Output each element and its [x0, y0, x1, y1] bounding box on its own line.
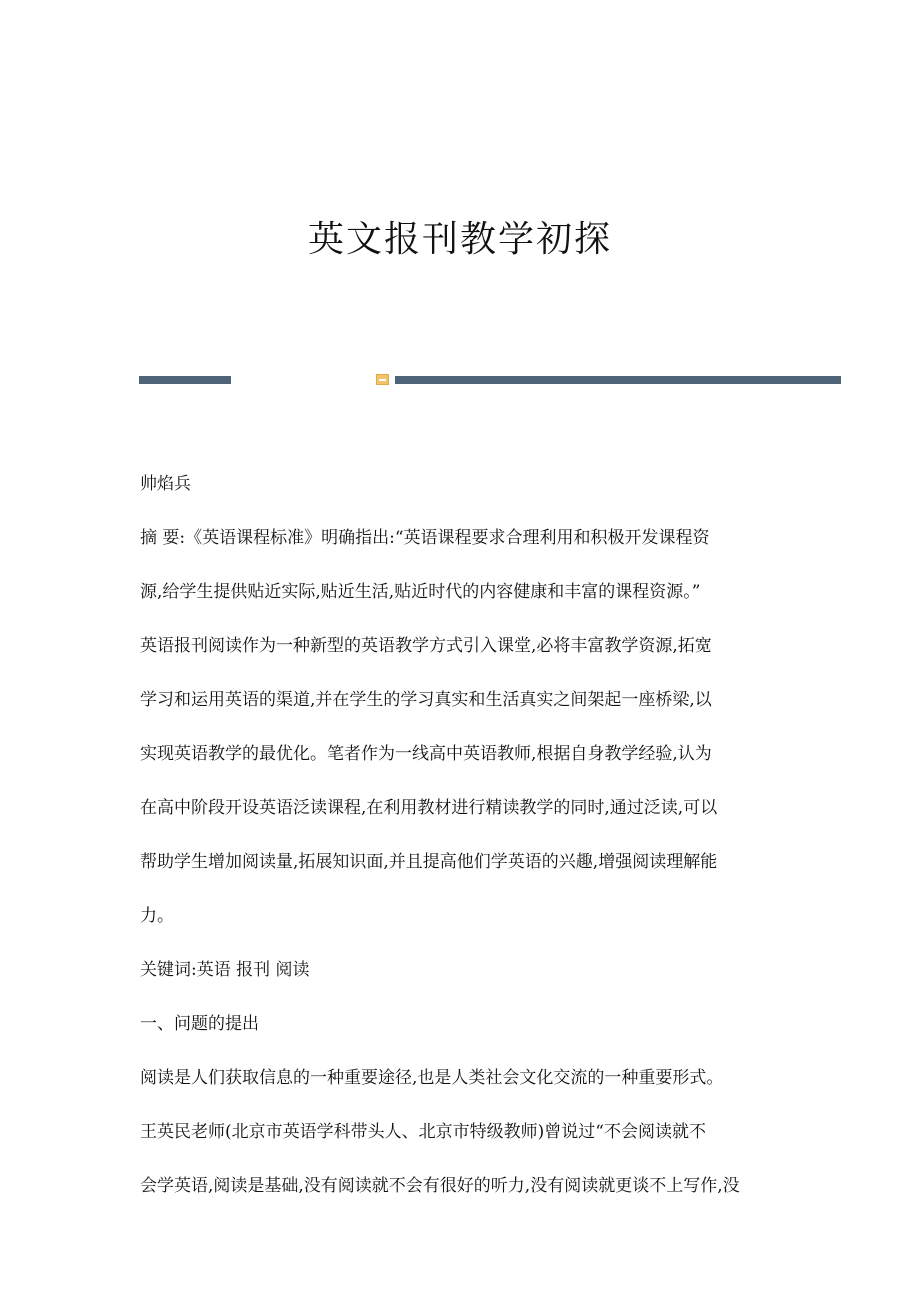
abstract-line: 力。 — [140, 906, 174, 926]
body-paragraph — [140, 1060, 820, 1204]
abstract-line: 实现英语教学的最优化。笔者作为一线高中英语教师,根据自身教学经验,认为 — [140, 744, 712, 764]
abstract-line: 学习和运用英语的渠道,并在学生的学习真实和生活真实之间架起一座桥梁,以 — [140, 690, 712, 710]
abstract-line: 摘 要:《英语课程标准》明确指出:“英语课程要求合理利用和积极开发课程资 — [140, 528, 710, 548]
divider-bar-left — [139, 376, 231, 384]
section-heading: 一、问题的提出 — [140, 1014, 259, 1034]
abstract — [140, 520, 820, 934]
body-line: 会学英语,阅读是基础,没有阅读就不会有很好的听力,没有阅读就更谈不上写作,没 — [140, 1176, 740, 1196]
abstract-line: 在高中阶段开设英语泛读课程,在利用教材进行精读教学的同时,通过泛读,可以 — [140, 798, 718, 818]
keywords: 关键词:英语 报刊 阅读 — [140, 960, 310, 980]
page-title: 英文报刊教学初探 — [307, 219, 612, 260]
document-body — [140, 466, 820, 1204]
body-line: 阅读是人们获取信息的一种重要途径,也是人类社会文化交流的一种重要形式。 — [140, 1068, 724, 1088]
abstract-line: 英语报刊阅读作为一种新型的英语教学方式引入课堂,必将丰富教学资源,拓宽 — [140, 636, 712, 656]
author-name: 帅焰兵 — [140, 474, 191, 494]
divider-bar-right — [395, 376, 841, 384]
divider-badge-icon — [376, 374, 389, 385]
title-divider — [139, 374, 841, 386]
body-line: 王英民老师(北京市英语学科带头人、北京市特级教师)曾说过“不会阅读就不 — [140, 1122, 706, 1142]
abstract-line: 帮助学生增加阅读量,拓展知识面,并且提高他们学英语的兴趣,增强阅读理解能 — [140, 852, 718, 872]
abstract-line: 源,给学生提供贴近实际,贴近生活,贴近时代的内容健康和丰富的课程资源。” — [140, 582, 701, 602]
